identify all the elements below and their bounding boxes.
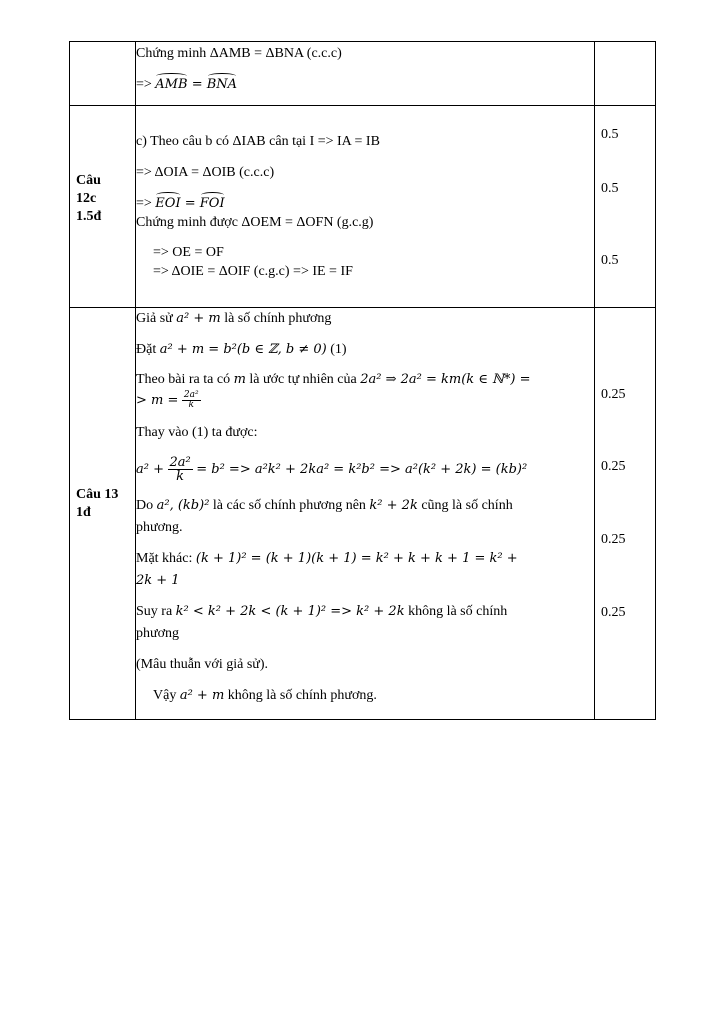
score: 0.25 bbox=[601, 605, 626, 620]
proof-line: (Mâu thuẫn với giả sử). bbox=[136, 657, 269, 672]
proof-line: Vậy a² + m không là số chính phương. bbox=[153, 688, 377, 703]
score: 0.25 bbox=[601, 532, 626, 547]
score-cell bbox=[595, 42, 656, 106]
score-cell bbox=[595, 106, 656, 308]
score: 0.25 bbox=[601, 387, 626, 402]
content-cell bbox=[136, 308, 595, 720]
proof-line: Suy ra k² < k² + 2k < (k + 1)² => k² + 2k không là số chính bbox=[136, 604, 508, 619]
proof-line: phương. bbox=[136, 520, 183, 535]
content-cell bbox=[136, 42, 595, 106]
score: 0.5 bbox=[601, 181, 619, 196]
proof-line: Chứng minh ΔAMB = ΔBNA (c.c.c) bbox=[136, 46, 342, 61]
proof-line: Do a², (kb)² là các số chính phương nên k² + 2k cũng là số chính bbox=[136, 498, 513, 513]
proof-line: Theo bài ra ta có m là ước tự nhiên của 2a² ⇒ 2a² = km(k ∈ ℕ*) = bbox=[136, 372, 531, 387]
table-row bbox=[70, 308, 656, 720]
question-points: 1.5đ bbox=[76, 209, 102, 224]
proof-line: Đặt a² + m = b²(b ∈ ℤ, b ≠ 0) (1) bbox=[136, 342, 347, 357]
table-row bbox=[70, 106, 656, 308]
proof-line: a² + $\frac{\text{2a²}}{k}$ = b² => a²k² + 2ka² = k²b² => a²(k² + 2k) = (kb)² bbox=[136, 455, 528, 485]
proof-line: c) Theo câu b có ΔIAB cân tại I => IA = IB bbox=[136, 134, 380, 149]
score: 0.5 bbox=[601, 127, 619, 142]
question-points: 1đ bbox=[76, 505, 91, 520]
question-number: 12c bbox=[76, 191, 97, 206]
angle-bna: BNA bbox=[206, 77, 238, 92]
proof-line: => AMB = BNA bbox=[136, 77, 238, 92]
question-cell bbox=[70, 106, 136, 308]
proof-line: 2k + 1 bbox=[136, 573, 180, 588]
fraction: $\frac{\text{2a²}}{k}$ bbox=[169, 455, 191, 485]
table-row bbox=[70, 42, 656, 106]
score-cell bbox=[595, 308, 656, 720]
proof-line: => ΔOIE = ΔOIF (c.g.c) => IE = IF bbox=[153, 264, 353, 279]
proof-line: > m = $\frac{\text{2a²}}{k}$ bbox=[136, 390, 199, 411]
proof-line: => ΔOIA = ΔOIB (c.c.c) bbox=[136, 165, 275, 180]
proof-line: Chứng minh được ΔOEM = ΔOFN (g.c.g) bbox=[136, 215, 374, 230]
question-label: Câu bbox=[76, 173, 101, 188]
question-cell bbox=[70, 308, 136, 720]
proof-line: Mặt khác: (k + 1)² = (k + 1)(k + 1) = k² + k + k + 1 = k² + bbox=[136, 551, 518, 566]
proof-line: Giả sử a² + m là số chính phương bbox=[136, 311, 332, 326]
angle-amb: AMB bbox=[155, 77, 188, 92]
score: 0.5 bbox=[601, 253, 619, 268]
question-cell bbox=[70, 42, 136, 106]
proof-line: Thay vào (1) ta được: bbox=[136, 425, 258, 440]
angle-eoi: EOI bbox=[155, 196, 181, 211]
proof-line: => OE = OF bbox=[153, 245, 224, 260]
score: 0.25 bbox=[601, 459, 626, 474]
fraction: $\frac{\text{2a²}}{k}$ bbox=[183, 390, 199, 411]
question-number: Câu 13 bbox=[76, 487, 119, 502]
content-cell bbox=[136, 106, 595, 308]
proof-line: phương bbox=[136, 626, 179, 641]
proof-line: => EOI = FOI bbox=[136, 196, 225, 211]
answer-table bbox=[69, 41, 656, 720]
angle-foi: FOI bbox=[199, 196, 225, 211]
